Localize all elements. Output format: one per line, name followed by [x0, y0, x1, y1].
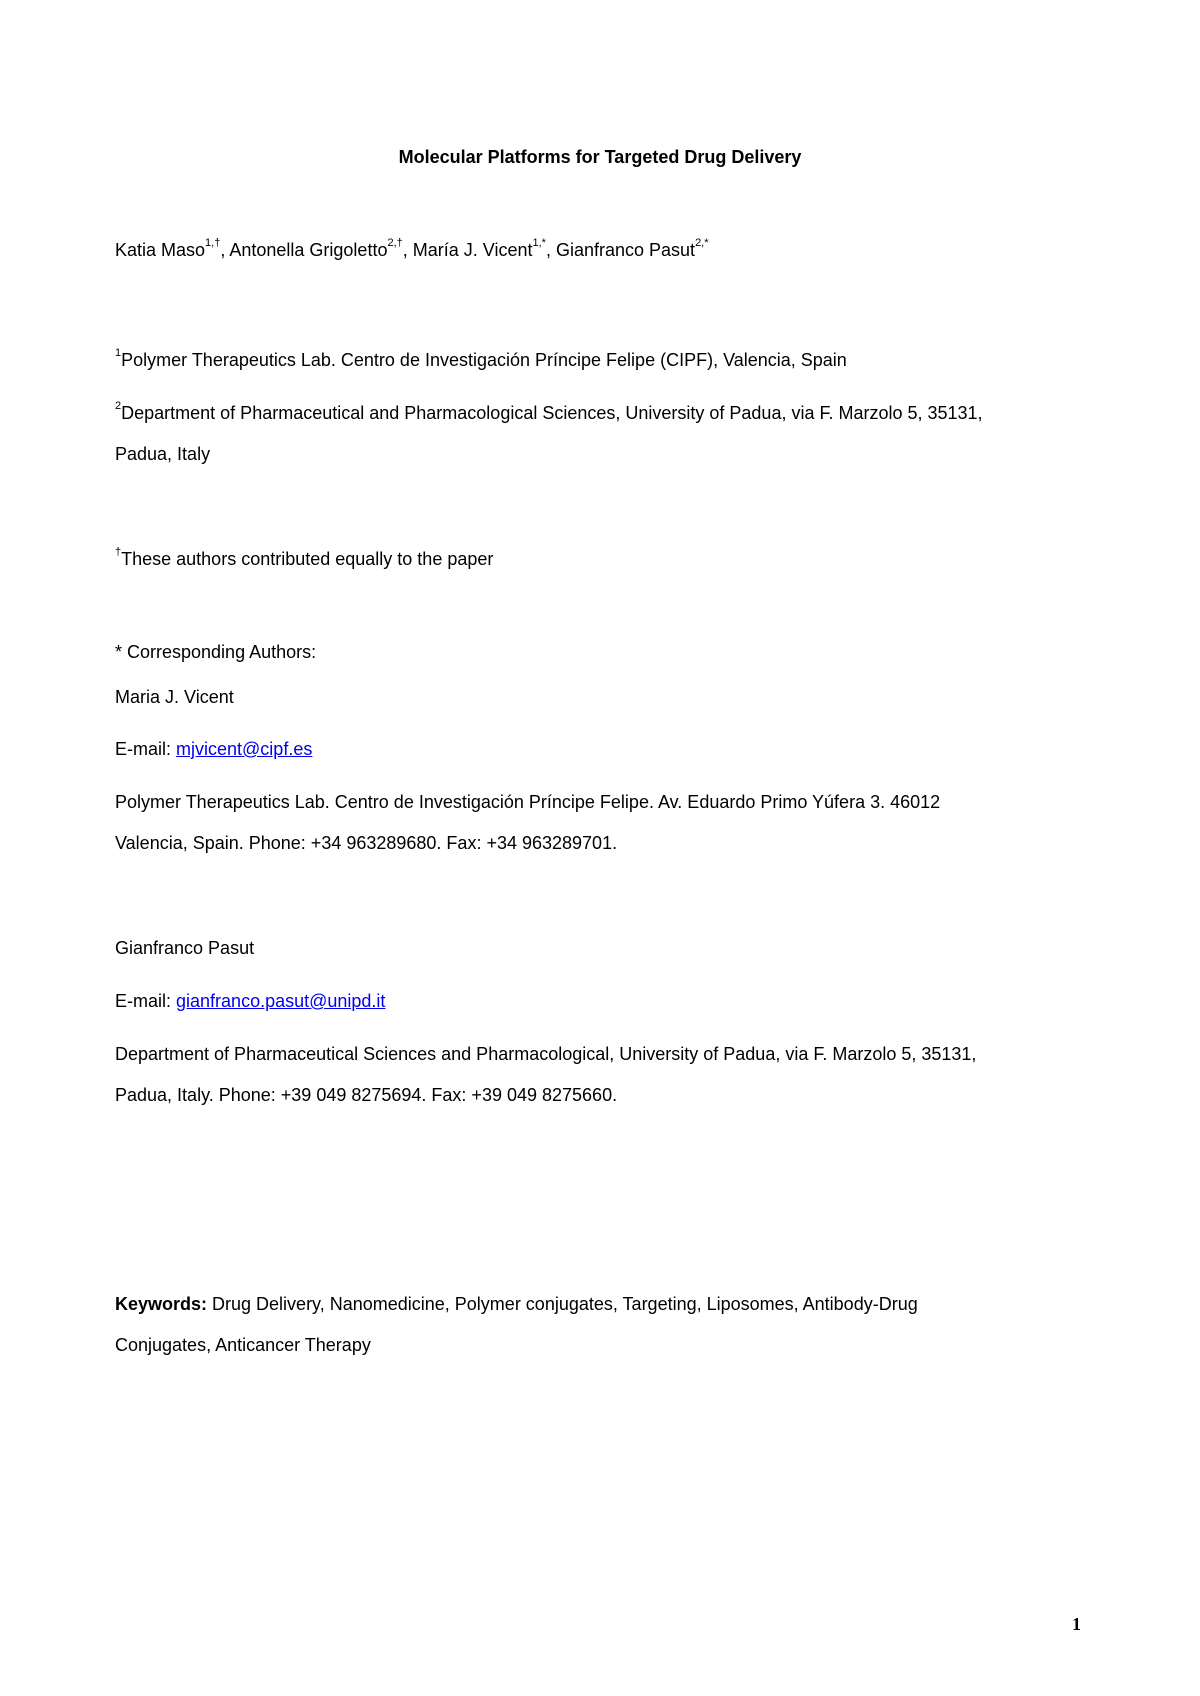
paper-title: Molecular Platforms for Targeted Drug Delivery — [398, 147, 802, 167]
author-separator: , — [545, 240, 556, 260]
contact-email-line — [115, 737, 312, 761]
author-separator: , — [220, 240, 230, 260]
contact-address: Department of Pharmaceutical Sciences and Pharmacological, University of Padua, via F. Marzolo 5, 35131, — [115, 1044, 977, 1064]
keywords-text: Drug Delivery, Nanomedicine, Polymer conjugates, Targeting, Liposomes, Antibody-Drug — [207, 1294, 918, 1314]
affiliation-text: Polymer Therapeutics Lab. Centro de Investigación Príncipe Felipe (CIPF), Valencia, Spain — [121, 350, 847, 370]
keywords-label: Keywords: — [115, 1294, 208, 1314]
contact-address-continued: Padua, Italy. Phone: +39 049 8275694. Fax: +39 049 8275660. — [115, 1085, 618, 1105]
author-affiliation-mark: 2,* — [695, 237, 709, 249]
contact-address: Polymer Therapeutics Lab. Centro de Investigación Príncipe Felipe. Av. Eduardo Primo Yúfera 3. 46012 — [115, 792, 941, 812]
equal-contribution-note — [115, 547, 493, 571]
author-name: Gianfranco Pasut — [555, 240, 696, 260]
affiliation-1 — [115, 348, 847, 372]
email-link[interactable]: gianfranco.pasut@unipd.it — [176, 991, 386, 1011]
author-name: María J. Vicent — [412, 240, 533, 260]
affiliation-number: 1 — [115, 347, 122, 359]
keywords — [115, 1292, 918, 1316]
author-affiliation-mark: 2,† — [387, 237, 403, 249]
author-affiliation-mark: 1,* — [532, 237, 546, 249]
email-label: E-mail: — [115, 739, 177, 759]
contact-name: Gianfranco Pasut — [115, 938, 255, 958]
email-link[interactable]: mjvicent@cipf.es — [176, 739, 313, 759]
affiliation-2-continued: Padua, Italy — [115, 444, 211, 464]
author-name: Katia Maso — [115, 240, 206, 260]
dagger-mark: † — [115, 546, 122, 558]
keywords-continued: Conjugates, Anticancer Therapy — [115, 1335, 371, 1355]
author-list — [115, 238, 709, 262]
author-name: Antonella Grigoletto — [229, 240, 388, 260]
contact-name: Maria J. Vicent — [115, 687, 234, 707]
author-affiliation-mark: 1,† — [205, 237, 221, 249]
equal-contribution-text: These authors contributed equally to the paper — [121, 549, 494, 569]
affiliation-number: 2 — [115, 400, 122, 412]
corresponding-authors-heading: * Corresponding Authors: — [115, 642, 317, 662]
contact-address-continued: Valencia, Spain. Phone: +34 963289680. Fax: +34 963289701. — [115, 833, 618, 853]
email-label: E-mail: — [115, 991, 177, 1011]
affiliation-text: Department of Pharmaceutical and Pharmacological Sciences, University of Padua, via F. Marzolo 5, 35131, — [121, 403, 983, 423]
contact-email-line — [115, 989, 385, 1013]
author-separator: , — [402, 240, 413, 260]
page-number: 1 — [1072, 1614, 1081, 1634]
affiliation-2 — [115, 401, 983, 425]
